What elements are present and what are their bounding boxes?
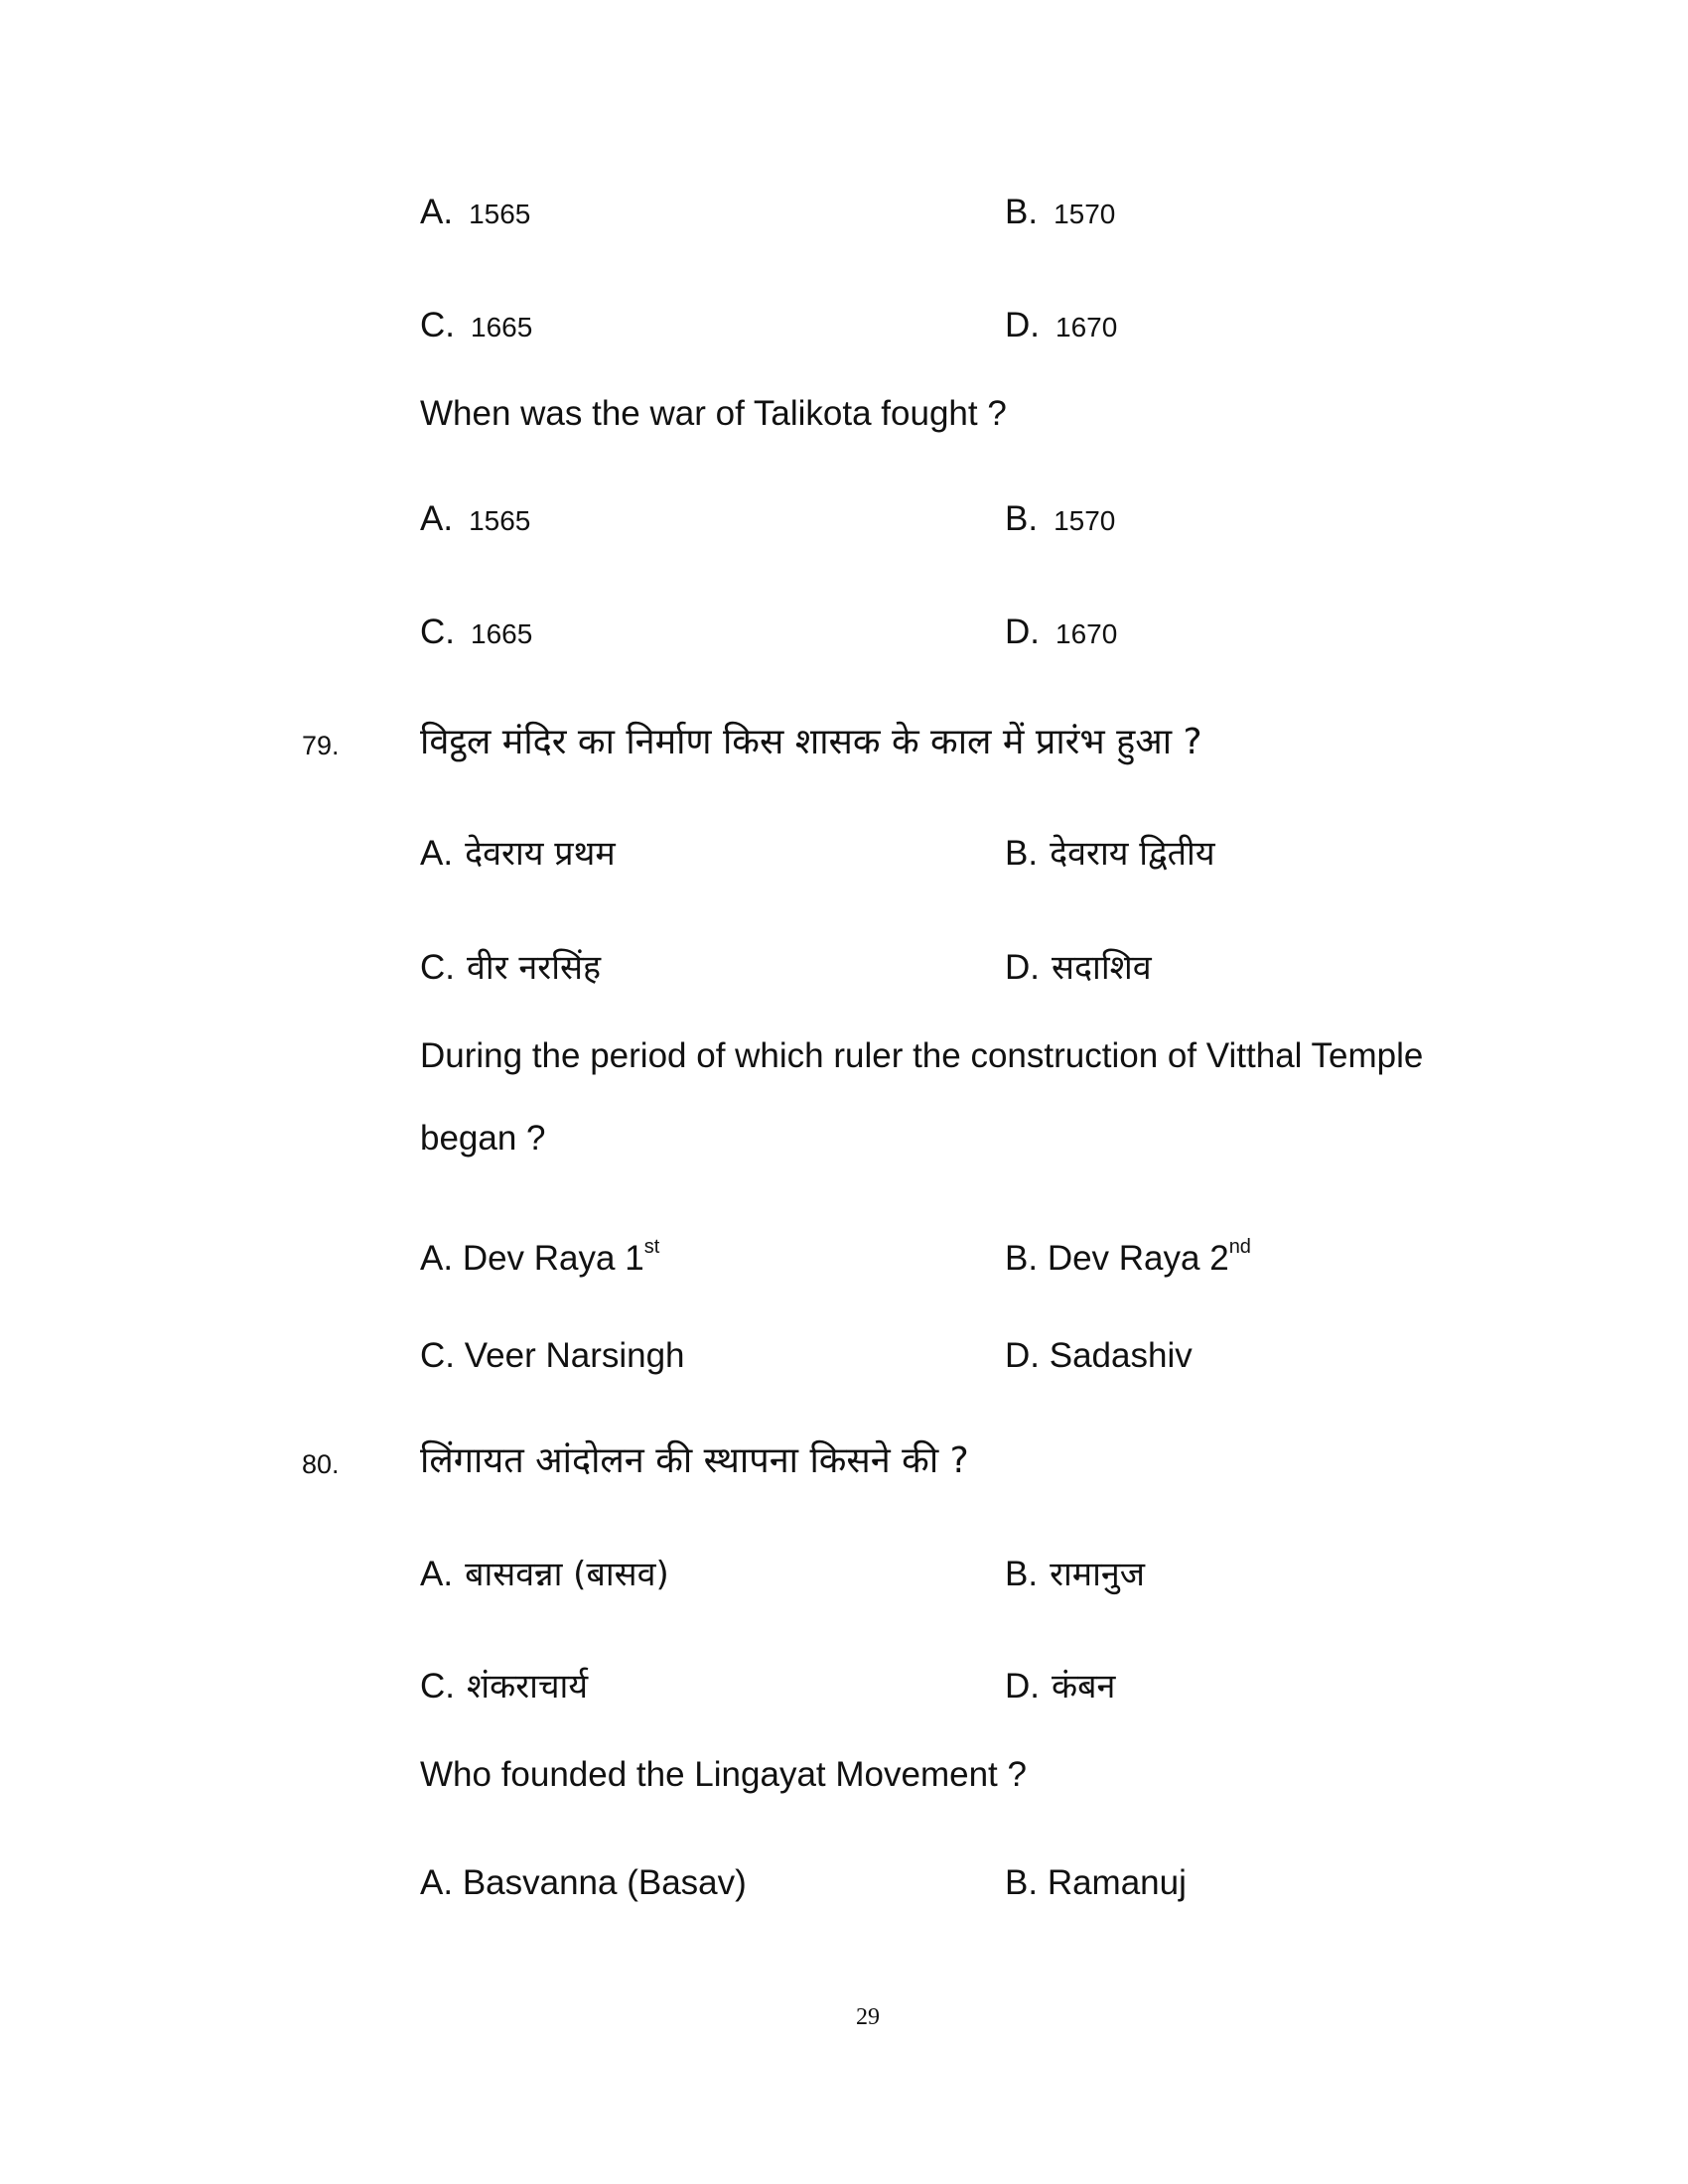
option-c [420, 308, 532, 342]
option-letter: D. [1005, 948, 1040, 987]
option-a [420, 834, 616, 874]
option-letter: A. [420, 193, 454, 231]
option-letter: A. [420, 499, 454, 538]
option-a [420, 501, 530, 536]
option-letter: B. [1005, 834, 1039, 873]
option-text: Sadashiv [1049, 1336, 1193, 1375]
option-text: 1665 [471, 312, 533, 342]
option-letter: C. [420, 1667, 455, 1706]
option-letter: C. [420, 1336, 455, 1375]
option-text: Veer Narsingh [464, 1336, 685, 1375]
option-text: 1665 [471, 618, 533, 649]
option-text: 1565 [469, 505, 531, 536]
option-c [420, 948, 602, 988]
option-a [420, 1236, 660, 1278]
option-a [420, 195, 530, 229]
option-letter: A. [420, 834, 454, 873]
option-d [1005, 614, 1117, 649]
option-superscript: st [643, 1236, 660, 1259]
option-text: 1570 [1054, 505, 1116, 536]
option-letter: C. [420, 948, 455, 987]
option-text: 1570 [1054, 199, 1116, 229]
option-letter: D. [1005, 613, 1040, 651]
option-text: Dev Raya 1 [462, 1239, 644, 1278]
option-b [1005, 195, 1115, 229]
option-letter: B. [1005, 1239, 1039, 1278]
question-number: 79. [302, 731, 340, 760]
option-letter: A. [420, 1555, 454, 1593]
option-c [420, 614, 532, 649]
option-letter: B. [1005, 1555, 1039, 1593]
option-d [1005, 308, 1117, 342]
question-text-english: When was the war of Talikota fought ? [420, 394, 1007, 433]
option-text: Dev Raya 2 [1047, 1239, 1229, 1278]
option-b [1005, 501, 1115, 536]
option-text: Ramanuj [1047, 1863, 1187, 1902]
option-d [1005, 1338, 1193, 1373]
option-text: रामानुज [1050, 1555, 1146, 1594]
option-b [1005, 1555, 1146, 1594]
option-text: 1670 [1055, 618, 1118, 649]
question-text-english-continued: began ? [420, 1119, 546, 1158]
question-number: 80. [302, 1449, 340, 1479]
option-d [1005, 948, 1152, 988]
question-text-hindi: लिंगायत आंदोलन की स्थापना किसने की ? [420, 1440, 969, 1481]
option-text: सदाशिव [1052, 948, 1152, 988]
option-superscript: nd [1228, 1236, 1251, 1259]
option-text: वीर नरसिंह [467, 948, 602, 988]
option-b [1005, 1236, 1251, 1278]
option-text: देवराय द्वितीय [1050, 834, 1215, 874]
option-text: देवराय प्रथम [465, 834, 616, 874]
page-number: 29 [856, 2004, 880, 2030]
option-letter: C. [420, 613, 455, 651]
option-b [1005, 1865, 1187, 1900]
option-letter: C. [420, 306, 455, 344]
option-text: 1565 [469, 199, 531, 229]
option-c [420, 1338, 685, 1373]
option-letter: D. [1005, 306, 1040, 344]
option-text: बासवन्ना (बासव) [465, 1555, 669, 1594]
question-text-english: During the period of which ruler the construction of Vitthal Temple [420, 1036, 1424, 1075]
option-letter: B. [1005, 193, 1039, 231]
question-text-english: Who founded the Lingayat Movement ? [420, 1755, 1027, 1794]
option-letter: A. [420, 1863, 454, 1902]
option-text: Basvanna (Basav) [462, 1863, 747, 1902]
option-b [1005, 834, 1215, 874]
option-letter: D. [1005, 1667, 1040, 1706]
option-a [420, 1865, 747, 1900]
option-text: 1670 [1055, 312, 1118, 342]
option-letter: B. [1005, 499, 1039, 538]
option-d [1005, 1669, 1115, 1704]
option-text: कंबन [1052, 1667, 1116, 1706]
option-c [420, 1669, 588, 1704]
option-text: शंकराचार्य [467, 1667, 589, 1706]
option-letter: A. [420, 1239, 454, 1278]
option-letter: D. [1005, 1336, 1040, 1375]
option-letter: B. [1005, 1863, 1039, 1902]
option-a [420, 1555, 669, 1594]
question-text-hindi: विट्ठल मंदिर का निर्माण किस शासक के काल में प्रारंभ हुआ ? [420, 722, 1202, 762]
